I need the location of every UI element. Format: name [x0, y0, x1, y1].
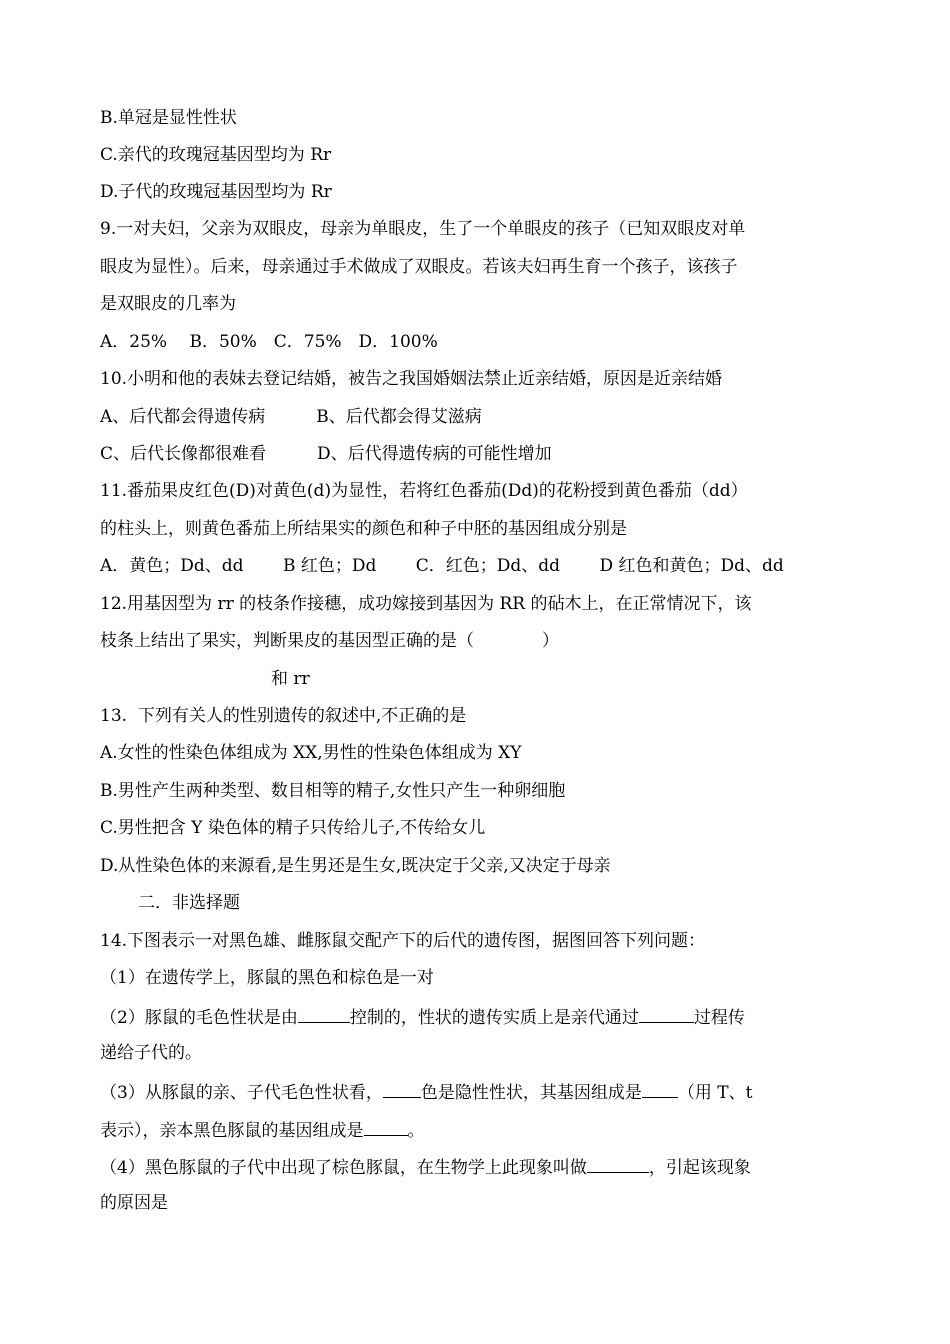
question-14-part-4-line-1 [100, 1154, 751, 1179]
q14-4-text-a: （4）黑色豚鼠的子代中出现了棕色豚鼠，在生物学上此现象叫做 [100, 1158, 587, 1178]
question-11-line-1: 11.番茄果皮红色(D)对黄色(d)为显性，若将红色番茄(Dd)的花粉授到黄色番茄（dd） [100, 481, 748, 501]
section-heading-non-choice: 二．非选择题 [138, 893, 240, 913]
answer-blank[interactable] [298, 1004, 350, 1023]
question-11-options: A．黄色；Dd、dd B 红色；Dd C．红色；Dd、dd D 红色和黄色；Dd、dd [100, 556, 784, 576]
question-9-options: A．25% B．50% C．75% D．100% [100, 332, 438, 352]
question-10: 10.小明和他的表妹去登记结婚，被告之我国婚姻法禁止近亲结婚，原因是近亲结婚 [100, 369, 723, 389]
question-13-option-d: D.从性染色体的来源看,是生男还是生女,既决定于父亲,又决定于母亲 [100, 856, 611, 876]
option-b-q8: B.单冠是显性性状 [100, 108, 237, 128]
q14-3-text-b: 色是隐性性状，其基因组成是 [420, 1083, 642, 1103]
question-13-option-a: A.女性的性染色体组成为 XX,男性的性染色体组成为 XY [100, 743, 522, 763]
question-14-part-4-line-2: 的原因是 [100, 1193, 168, 1213]
answer-blank[interactable] [642, 1079, 678, 1098]
option-c-q8: C.亲代的玫瑰冠基因型均为 Rr [100, 145, 332, 165]
q14-2-text-b: 控制的，性状的遗传实质上是亲代通过 [349, 1008, 639, 1028]
question-12-line-1: 12.用基因型为 rr 的枝条作接穗，成功嫁接到基因为 RR 的砧木上，在正常情况下，该 [100, 594, 752, 614]
question-10-options-cd: C、后代长像都很难看 D、后代得遗传病的可能性增加 [100, 444, 552, 464]
question-13-option-b: B.男性产生两种类型、数目相等的精子,女性只产生一种卵细胞 [100, 781, 566, 801]
question-12-line-2: 枝条上结出了果实，判断果皮的基因型正确的是（ ） [100, 631, 559, 651]
question-9-line-1: 9.一对夫妇，父亲为双眼皮，母亲为单眼皮，生了一个单眼皮的孩子（已知双眼皮对单 [100, 219, 746, 239]
question-14-part-2-line-2: 递给子代的。 [100, 1043, 202, 1063]
answer-blank[interactable] [639, 1004, 694, 1023]
question-12-fragment: 和 rr [271, 669, 310, 689]
q14-3-text-c: （用 T、t [677, 1083, 753, 1103]
answer-blank[interactable] [383, 1079, 421, 1098]
q14-2-text-c: 过程传 [693, 1008, 745, 1028]
option-d-q8: D.子代的玫瑰冠基因型均为 Rr [100, 182, 332, 202]
q14-3-text-a: （3）从豚鼠的亲、子代毛色性状看， [100, 1083, 383, 1103]
question-9-line-2: 眼皮为显性）。后来，母亲通过手术做成了双眼皮。若该夫妇再生育一个孩子，该孩子 [100, 257, 738, 277]
question-13-option-c: C.男性把含 Y 染色体的精子只传给儿子,不传给女儿 [100, 818, 486, 838]
q14-3-text-d: 。 [407, 1121, 425, 1141]
question-10-options-ab: A、后代都会得遗传病 B、后代都会得艾滋病 [100, 407, 482, 427]
q14-4-text-b: ，引起该现象 [648, 1158, 751, 1178]
answer-blank[interactable] [364, 1117, 408, 1136]
question-11-line-2: 的柱头上，则黄色番茄上所结果实的颜色和种子中胚的基因组成分别是 [100, 519, 627, 539]
question-13: 13. 下列有关人的性别遗传的叙述中,不正确的是 [100, 706, 467, 726]
q14-3-text-e: 表示），亲本黑色豚鼠的基因组成是 [100, 1121, 364, 1141]
question-14-part-3-line-2 [100, 1117, 425, 1142]
question-14-part-1: （1）在遗传学上，豚鼠的黑色和棕色是一对 [100, 968, 434, 988]
answer-blank[interactable] [587, 1154, 649, 1173]
q14-2-text-a: （2）豚鼠的毛色性状是由 [100, 1008, 298, 1028]
question-14-part-3-line-1 [100, 1079, 752, 1104]
question-14-stem: 14.下图表示一对黑色雄、雌豚鼠交配产下的后代的遗传图，据图回答下列问题： [100, 931, 706, 951]
question-14-part-2-line-1 [100, 1004, 745, 1029]
question-9-line-3: 是双眼皮的几率为 [100, 294, 236, 314]
